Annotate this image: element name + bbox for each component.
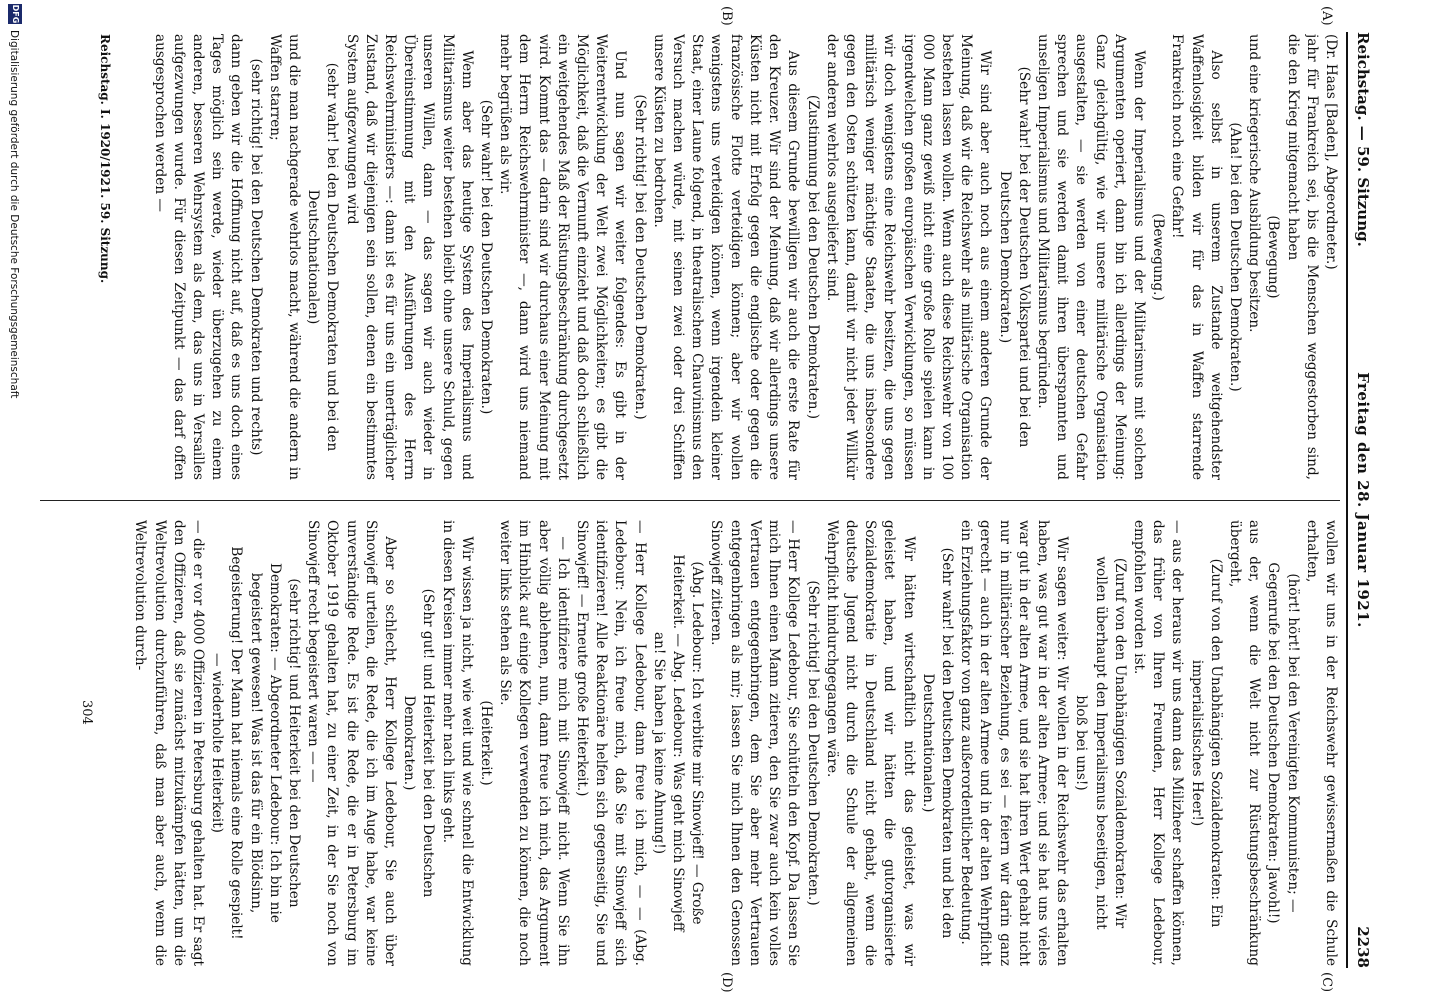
paragraph: Aus diesem Grunde bewilligen wir auch die erste Rate für den Kreuzer. Wir sind der Meinung, daß wir allerdings unsere Küsten nicht mit Erfolg gegen die englische oder gegen die französische Flotte verteidigen können; aber wir wollen wenigstens uns verteidigen können, wenn irgendein kleiner Staat, einer Laune folgend, in theatralischem Chauvinismus den Versuch machen würde, mit seinen zwei oder drei Schiffen unsere Küsten zu bedrohen. xyxy=(650,34,802,480)
interjection: (Zuruf von den Unabhängigen Sozialdemokraten: Ein imperialistisches Heer!) xyxy=(1188,558,1224,928)
margin-marker-b: (B) xyxy=(719,6,734,26)
paragraph: dann geben wir die Hoffnung nicht auf, daß es uns doch eines Tages möglich sein werde, wieder überzugehen zu einem anderen, besseren Wehrsystem als dem, das uns in Versailles aufgezwungen wurde. Für diesen Zeitpunkt — das darf offen ausgesprochen werden — xyxy=(151,34,245,480)
paragraph: — aus der heraus wir uns dann das Milizheer schaffen können, das früher von Ihren Freunden, Herr Kollege Ledebour, empfohlen worden ist. xyxy=(1130,520,1186,966)
header-session: Reichstag. — 59. Sitzung. xyxy=(1354,32,1372,247)
page-header xyxy=(1350,32,1376,968)
paragraph: — Herr Kollege Ledebour, Sie schütteln den Kopf. Da lassen Sie mich Ihnen einen Mann zitieren, den Sie zwar auch kein volles Vertrauen entgegenbringen, dem Sie aber mehr Vertrauen entgegenbringen als mir; lassen Sie mich Ihnen den Genossen Sinowjeff zitieren. xyxy=(708,520,802,966)
paragraph: Wir wissen ja nicht, wie weit und wie schnell die Entwicklung in diesen Kreisen immer mehr nach links geht. xyxy=(439,520,475,966)
interjection: (Zustimmung bei den Deutschen Demokraten.) xyxy=(804,94,821,420)
dfg-logo: DFG xyxy=(8,4,22,24)
paragraph: — die er vor 4000 Offizieren in Petersburg gehalten hat. Er sagt den Offizieren, daß sie zunächst mitzukämpfen hätten, um die Weltrevolution durchzuführen, daß man aber auch, wenn die Weltrevolution durch- xyxy=(132,520,207,966)
paragraph: wollen wir uns in der Reichswehr gewissermaßen die Schule erhalten, xyxy=(1303,520,1339,966)
interjection: (Abg. Ledebour: Ich verbitte mir Sinowjeff! — Große Heiterkeit. — Abg. Ledebour: Was geht mich Sinowjeff an! Sie haben ja keine Ahnung!) xyxy=(650,554,706,932)
interjection: (Aha! bei den Deutschen Demokraten.) xyxy=(1226,122,1243,392)
interjection: (Sehr richtig! bei den Deutschen Demokraten.) xyxy=(804,580,821,906)
paragraph: (Dr. Haas [Baden], Abgeordneter.) xyxy=(1323,34,1339,270)
interjection: (hört! hört! bei den Vereinigten Kommunisten; — Gegenrufe bei den Deutschen Demokraten: Jawohl!) xyxy=(1265,562,1301,924)
interjection: (Sehr wahr! bei der Deutschen Volkspartei und bei den Deutschen Demokraten.) xyxy=(996,66,1032,448)
interjection: (Bewegung.) xyxy=(1150,213,1167,301)
paragraph: Wenn der Imperialismus und der Militarismus mit solchen Argumenten operiert, dann bin ich allerdings der Meinung: Ganz gleichgültig, wie wir unsere militärische Organisation ausgestalten, — sie werden von einer deutschen Gefahr sprechen und sie werden damit ihren überspannten und unseligen Imperialismus und Militarismus begründen. xyxy=(1034,34,1147,480)
interjection: (Sehr wahr! bei den Deutschen Demokraten.) xyxy=(478,99,495,415)
margin-marker-c: (C) xyxy=(1319,972,1334,993)
paragraph: und die man nachgerade wehrlos macht, während die andern in Waffen starren; xyxy=(266,34,303,480)
header-column-number: 2238 xyxy=(1354,926,1372,968)
paragraph: Wir sind aber auch noch aus einem anderen Grunde der Meinung, daß wir die Reichswehr als militärische Organisation bestehen lassen wollen. Wenn auch diese Reichswehr von 100 000 Mann ganz gewiß nicht eine große Rolle spielen kann in irgendwelchen großen europäischen Verwicklungen, so müssen wir doch wenigstens eine Reichswehr besitzen, die uns gegen militärisch weniger mächtige Staaten, die uns insbesondere gegen den Osten schützen kann, damit wir nicht jeder Willkür der anderen wehrlos ausgeliefert sind. xyxy=(823,34,994,480)
interjection: (sehr richtig! bei den Deutschen Demokraten und rechts) xyxy=(247,58,264,456)
paragraph: Wir hätten wirtschaftlich nicht das geleistet, was wir geleistet haben, und wir hätten die gutorganisierte Sozialdemokratie in Deutschland nicht gehabt, wenn die deutsche Jugend nicht durch die Schule der allgemeinen Wehrpflicht hindurchgegangen wäre. xyxy=(823,520,917,966)
interjection: (Bewegung) xyxy=(1265,215,1282,299)
paragraph: Also selbst in unserem Zustande weitgehendster Waffenlosigkeit bilden wir für das in Waffen starrende Frankreich noch eine Gefahr! xyxy=(1169,34,1224,480)
column-divider xyxy=(40,500,1340,501)
interjection: (Sehr wahr! bei den Deutschen Demokraten und bei den Deutschnationalen.) xyxy=(919,547,955,939)
interjection: (Zuruf von den Unabhängigen Sozialdemokraten: Wir wollen überhaupt den Imperialismus beseitigen, nicht bloß bei uns!) xyxy=(1073,556,1128,930)
paragraph: jahr für Frankreich sei, bis die Menschen weggestorben sind, die den Krieg mitgemacht haben xyxy=(1284,34,1320,480)
interjection: (Heiterkeit.) xyxy=(478,700,495,786)
paragraph: Wenn aber das heutige System des Imperialismus und Militarismus weiter bestehen bleibt ohne unsere Schuld, gegen unseren Willen, dann — das sagen wir auch wieder in Übereinstimmung mit den Ausführungen des Herrn Reichswehrministers —: dann ist es für uns ein unerträglicher Zustand, daß wir diejenigen sein sollen, denen ein bestimmtes System aufgezwungen wird xyxy=(343,34,475,480)
footer-signature: Reichstag. I. 1920/1921. 59. Sitzung. xyxy=(98,34,112,284)
paragraph: — Ich identifiziere mich mit Sinowjeff nicht. Wenn Sie ihn aber völlig ablehnen, nun, dann freue ich mich, das Argument im Hinblick auf einige Kollegen verwenden zu können, die noch weiter links stehen als Sie. xyxy=(497,520,571,966)
margin-marker-a: (A) xyxy=(1319,6,1334,26)
paragraph: aus der, wenn die Welt nicht zur Rüstungsbeschränkung übergeht, xyxy=(1226,520,1263,966)
right-text-column xyxy=(124,520,1340,966)
interjection: (sehr richtig! und Heiterkeit bei den Deutschen Demokraten: — Abgeordneter Ledebour: Ich bin nie begeistert gewesen! Was ist das für ein Blödsinn, Begeisterung! Der Mann hat niemals eine Rolle gespielt! — wiederholte Heiterkeit) xyxy=(209,546,303,940)
interjection: (Sehr richtig! bei den Deutschen Demokraten.) xyxy=(631,94,648,420)
paragraph: Aber so schlecht, Herr Kollege Ledebour, Sie auch über Sinowjeff urteilen, die Rede, die ich im Auge habe, war keine unverständige Rede. Es ist die Rede, die er in Petersburg im Oktober 1919 gehalten hat, zu einer Zeit, in der Sie noch von Sinowjeff recht begeistert waren — — xyxy=(305,520,399,966)
paragraph: — Herr Kollege Ledebour, dann freue ich mich, — — (Abg. Ledebour: Nein, ich freue mich, daß Sie mit Sinowjeff sich identifizieren! Alle Reaktionäre helfen sich gegenseitig, Sie und Sinowjeff! — Erneute große Heiterkeit.) xyxy=(574,520,648,966)
page-number: 304 xyxy=(79,700,94,725)
header-date: Freitag den 28. Januar 1921. xyxy=(1354,372,1372,628)
interjection: (Sehr gut! und Heiterkeit bei den Deutschen Demokraten.) xyxy=(401,588,437,898)
paragraph: Wir sagen weiter: Wir wollen in der Reichswehr das erhalten haben, was gut war in der alten Armee; und sie hat uns vieles war gut in der alten Armee, und sie hat ihren Wert gehabt nicht nur in militärischer Beziehung, es sei — feiern wir darin ganz gerecht — auch in der alten Armee und in der alten Wehrpflicht ein Erziehungsfaktor von ganz außerordentlicher Bedeutung. xyxy=(958,520,1071,966)
digitization-note: Digitalisierung gefördert durch die Deutsche Forschungsgemeinschaft xyxy=(8,30,20,399)
header-rule xyxy=(1346,32,1348,968)
left-text-column xyxy=(124,34,1340,480)
paragraph: Und nun sagen wir weiter folgendes: Es gibt in der Weiterentwicklung der Welt zwei Möglichkeiten; es gibt die Möglichkeit, daß die Vernunft einzieht und daß doch schließlich ein weitgehendes Maß der Rüstungsbeschränkung durchgesetzt wird. Kommt das — darin sind wir durchaus einer Meinung mit dem Herrn Reichswehrminister —, dann wird uns niemand mehr begrüßen als wir. xyxy=(497,34,629,480)
paragraph: und eine kriegerische Ausbildung besitzen. xyxy=(1246,34,1263,333)
margin-marker-d: (D) xyxy=(719,972,734,993)
interjection: (sehr wahr! bei den Deutschen Demokraten und bei den Deutschnationalen) xyxy=(305,62,341,452)
